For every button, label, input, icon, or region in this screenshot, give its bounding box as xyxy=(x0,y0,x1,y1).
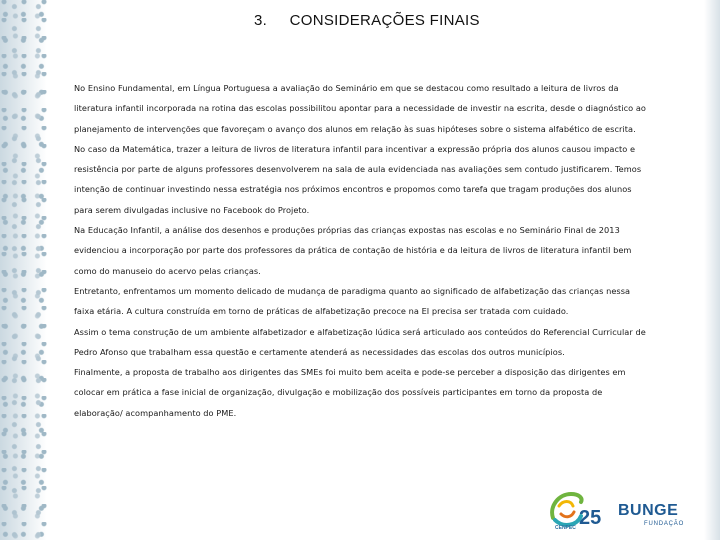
text-line: faixa etária. A cultura construída em torno de práticas de alfabetização precoce na EI precisa ser tratada com cuidado. xyxy=(74,306,569,317)
text-line: Na Educação Infantil, a análise dos desenhos e produções próprias das crianças expostas nas escolas e no Seminário Final de 2013 xyxy=(74,225,620,236)
text-line: literatura infantil incorporada na rotina das escolas possibilitou apontar para a necessidade de investir na escrita, desde o diagnóstico ao xyxy=(74,103,646,114)
text-line: para serem divulgadas inclusive no Facebook do Projeto. xyxy=(74,204,310,215)
decorative-right-border xyxy=(704,0,720,540)
section-number: 3. xyxy=(254,12,268,29)
text-line: intenção de continuar investindo nessa estratégia nos próximos encontros e propomos como tarefa que tragam produções dos alunos xyxy=(74,184,632,195)
text-line: elaboração/ acompanhamento do PME. xyxy=(74,407,237,418)
logo-small-text: CENPEC xyxy=(555,525,576,531)
text-line: No caso da Matemática, trazer a leitura de livros de literatura infantil para incentivar a expressão própria dos alunos causou impacto e xyxy=(74,143,636,154)
logo-number: 25 xyxy=(579,507,602,529)
body-text xyxy=(74,78,690,423)
text-line: Finalmente, a proposta de trabalho aos dirigentes das SMEs foi muito bem aceita e pode-se perceber a disposição das dirigentes em xyxy=(74,367,626,378)
text-line: resistência por parte de alguns professores desenvolverem na sala de aula evidenciada nas avaliações sem contudo justificarem. Temos xyxy=(74,164,642,175)
text-line: planejamento de intervenções que favoreçam o avanço dos alunos em relação às suas hipóteses sobre o sistema alfabético de escrita. xyxy=(74,123,636,134)
text-line: Entretanto, enfrentamos um momento delicado de mudança de paradigma quanto ao significado de alfabetização das crianças nessa xyxy=(74,285,631,296)
section-title: CONSIDERAÇÕES FINAIS xyxy=(289,12,480,29)
text-line: como do manuseio do acervo pelas crianças. xyxy=(74,265,261,276)
text-line: colocar em prática a fase inicial de organização, divulgação e mobilização dos possíveis participantes em torno da proposta de xyxy=(74,387,603,398)
text-line: Pedro Afonso que trabalham essa questão e certamente atenderá as necessidades das escolas dos outros municípios. xyxy=(74,346,565,357)
logo-brand-sub: FUNDAÇÃO xyxy=(644,521,685,527)
text-line: evidenciou a incorporação por parte dos professores da prática de contação de história e da leitura de livros de literatura infantil bem xyxy=(74,245,632,256)
footer-logo xyxy=(543,488,693,536)
text-line: No Ensino Fundamental, em Língua Portuguesa a avaliação do Seminário em que se destacou como resultado a leitura de livros da xyxy=(74,83,619,93)
decorative-left-border xyxy=(0,0,52,540)
text-line: Assim o tema construção de um ambiente alfabetizador e alfabetização lúdica será articulado aos conteúdos do Referencial Curricular de xyxy=(74,326,646,337)
logo-brand: BUNGE xyxy=(618,502,679,519)
page-title xyxy=(254,12,480,29)
